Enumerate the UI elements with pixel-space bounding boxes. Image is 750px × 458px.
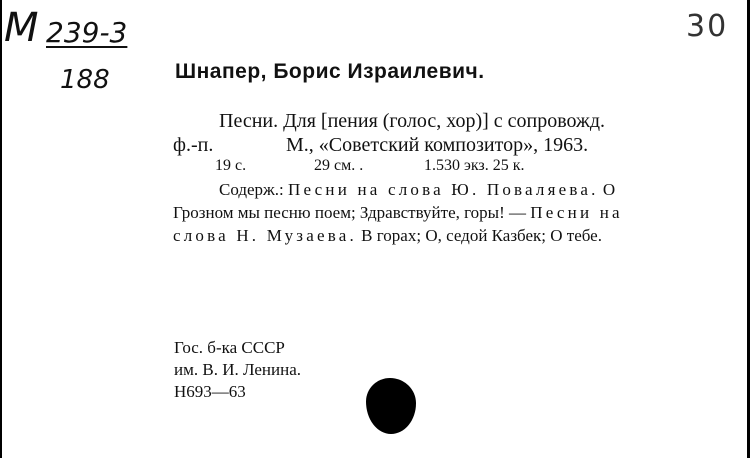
copies-price: 1.530 экз. 25 к. bbox=[424, 157, 525, 174]
title-line-2-format: ф.-п. bbox=[173, 134, 214, 156]
library-stamp-line-2: им. В. И. Ленина. bbox=[174, 360, 302, 379]
library-stamp-line-1: Гос. б-ка СССР bbox=[174, 338, 285, 357]
title-line-2 bbox=[173, 134, 589, 157]
author-heading: Шнапер, Борис Израилевич. bbox=[175, 60, 485, 83]
card-left-edge bbox=[0, 0, 2, 458]
title-line-1: Песни. Для [пения (голос, хор)] с сопровожд. bbox=[219, 110, 606, 132]
handwritten-shelf-letter: M bbox=[4, 5, 39, 51]
contents-songs-b: В горах; О, седой Казбек; О тебе. bbox=[361, 226, 602, 245]
contents-line-1 bbox=[219, 180, 615, 200]
contents-section-3: слова Н. Музаева. bbox=[173, 226, 357, 245]
contents-label: Содерж.: bbox=[219, 180, 284, 199]
contents-section-2: Песни на bbox=[530, 203, 623, 222]
contents-dash: — bbox=[509, 203, 527, 222]
page-count: 19 с. bbox=[215, 157, 247, 174]
imprint: М., «Советский композитор», 1963. bbox=[286, 134, 589, 156]
contents-line-3 bbox=[173, 226, 602, 246]
handwritten-shelf-number: 188 bbox=[60, 65, 110, 95]
dimensions: 29 см. . bbox=[314, 157, 364, 174]
handwritten-corner-number: 30 bbox=[686, 9, 729, 44]
ink-blot bbox=[366, 378, 416, 434]
contents-line-2 bbox=[173, 203, 623, 223]
library-stamp-code: Н693—63 bbox=[174, 382, 246, 401]
handwritten-shelf-code: 239-3 bbox=[46, 16, 128, 49]
contents-songs-a: Грозном мы песню поем; Здравствуйте, горы! bbox=[173, 203, 505, 222]
contents-o: О bbox=[602, 180, 616, 199]
contents-section-1: Песни на слова Ю. Поваляева. bbox=[288, 180, 599, 199]
